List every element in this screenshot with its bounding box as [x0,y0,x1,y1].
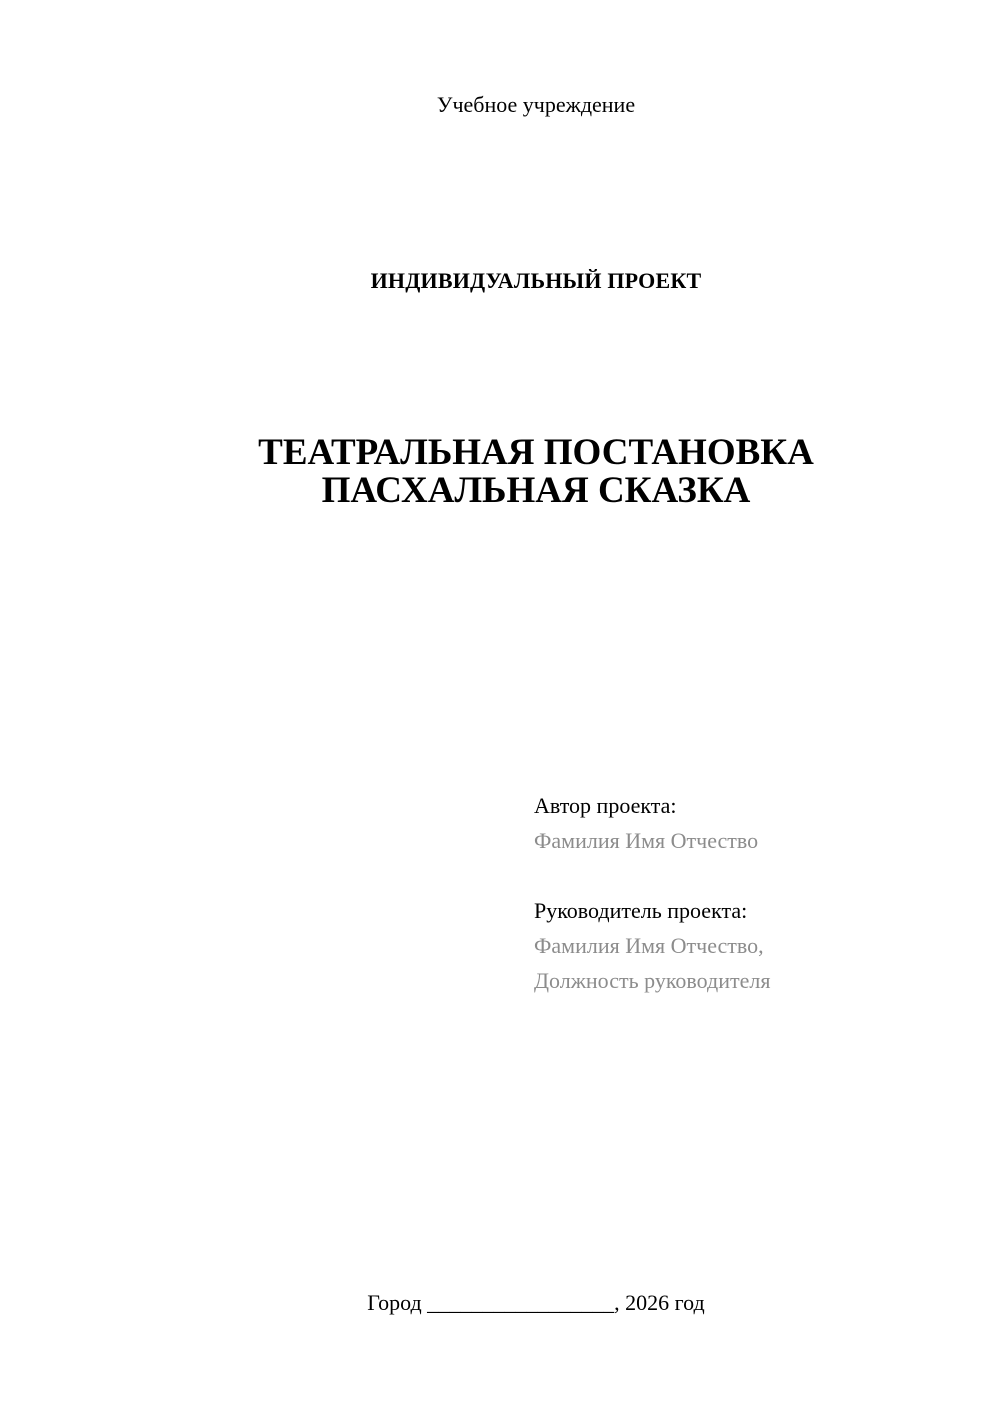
author-label: Автор проекта: [534,793,677,818]
supervisor-position: Должность руководителя [534,968,771,993]
supervisor-label: Руководитель проекта: [534,898,748,923]
info-spacer [534,858,974,893]
author-name: Фамилия Имя Отчество [534,828,759,853]
project-title-line-2: ПАСХАЛЬНАЯ СКАЗКА [321,470,751,511]
project-info-block [534,788,974,998]
project-title [0,434,1000,510]
institution-name: Учебное учреждение [436,92,636,117]
supervisor-name: Фамилия Имя Отчество, [534,933,764,958]
document-type: ИНДИВИДУАЛЬНЫЙ ПРОЕКТ [370,268,702,293]
city-year-footer: Город _________________, 2026 год [367,1290,705,1315]
project-title-line-1: ТЕАТРАЛЬНАЯ ПОСТАНОВКА [258,432,814,473]
